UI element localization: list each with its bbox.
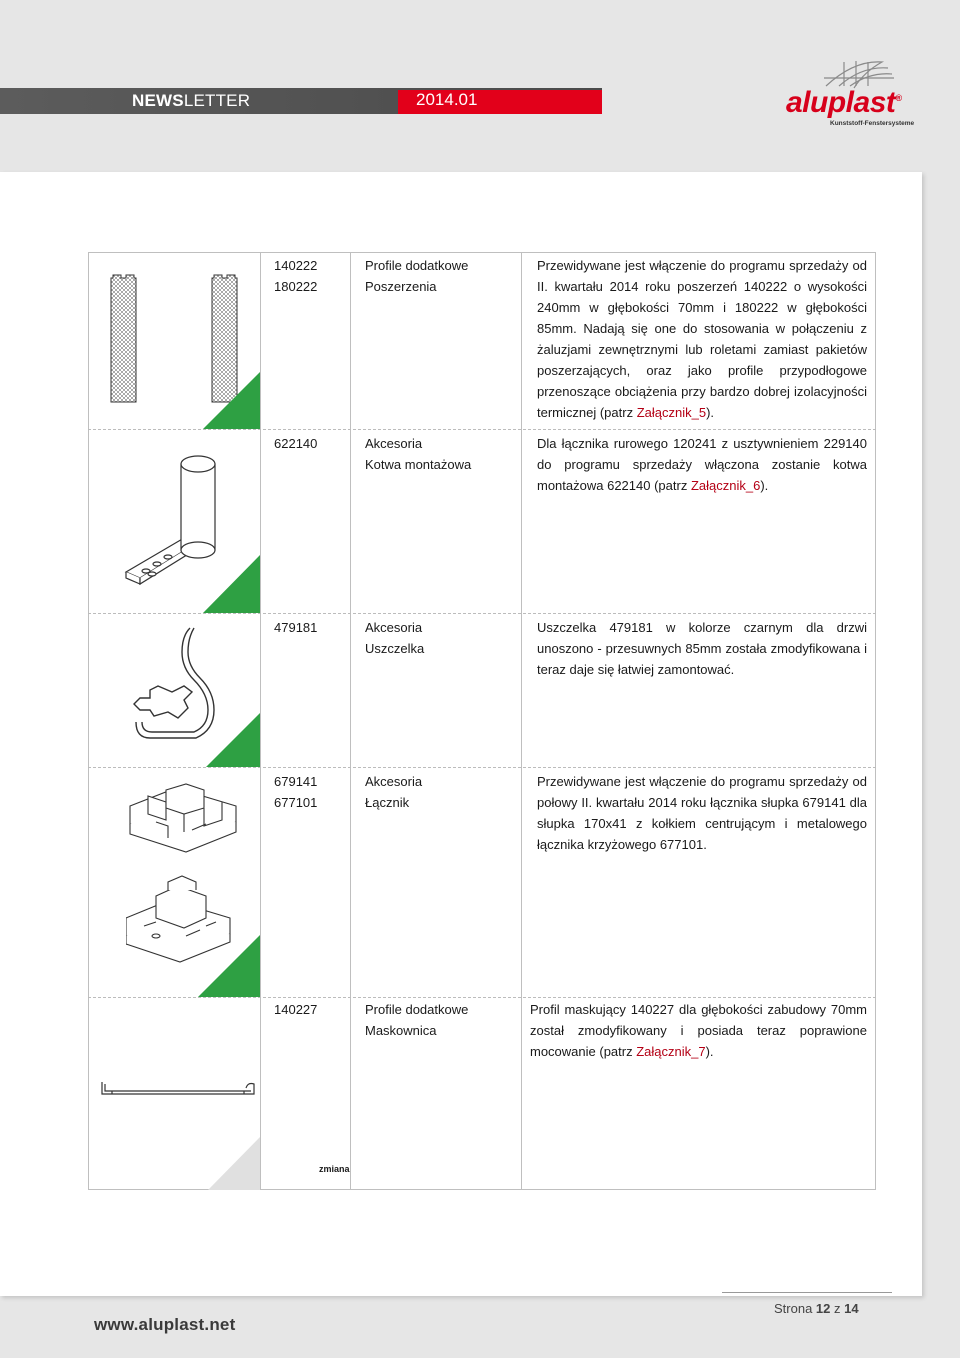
newsletter-title: NEWSLETTER: [132, 91, 251, 110]
neu-badge-label: NEU: [316, 597, 336, 607]
zmiana-badge-label: zmiana: [319, 1164, 350, 1174]
attachment-link[interactable]: Załącznik_7: [636, 1044, 706, 1059]
newsletter-date: 2014.01: [416, 90, 478, 109]
product-category: Profile dodatkowe: [365, 258, 469, 273]
attachment-link[interactable]: Załącznik_5: [636, 405, 707, 420]
product-description: Przewidywane jest włączenie do programu sprzedaży od II. kwartału 2014 roku poszerzeń 140222 o wysokości 240mm w głębokości 70mm i 180222 w głębokości 85mm. Nadają się one do stosowania w połączeniu z żaluzjami zewnętrznymi lub roletami zamiast pakietów poszerzających, oraz jako profile przypodłogowe przenoszące obciążenia przy bardzo dobrej izolacyjności termicznej (patrz Załącznik_5).: [537, 258, 867, 420]
logo-subtitle: Kunststoff-Fenstersysteme: [830, 120, 915, 127]
footer-divider: [722, 1292, 892, 1293]
product-code: 479181: [274, 620, 318, 635]
product-name: Uszczelka: [365, 641, 425, 656]
product-description: Dla łącznika rurowego 120241 z usztywnieniem 229140 do programu sprzedaży włączona zostanie kotwa montażowa 622140 (patrz Załącznik_6).: [537, 436, 867, 493]
neu-badge-label: NEU: [316, 750, 336, 760]
product-name: Maskownica: [365, 1023, 437, 1038]
product-name: Poszerzenia: [365, 279, 437, 294]
product-code: 140222: [274, 258, 318, 273]
page-number: Strona 12 z 14: [774, 1301, 859, 1316]
product-category: Akcesoria: [365, 774, 423, 789]
neu-badge: [88, 767, 260, 997]
neu-badge: [88, 613, 260, 767]
product-description: Uszczelka 479181 w kolorze czarnym dla drzwi unoszono - przesuwnych 85mm została zmodyfikowana i teraz daje się łatwiej zamontować.: [537, 620, 867, 677]
neu-badge-label: NEU: [316, 410, 336, 420]
logo-wordmark: aluplast®: [786, 86, 902, 119]
website-link[interactable]: www.aluplast.net: [94, 1315, 236, 1334]
product-name: Kotwa montażowa: [365, 457, 472, 472]
product-code: 677101: [274, 795, 318, 810]
product-category: Akcesoria: [365, 436, 423, 451]
product-name: Łącznik: [365, 795, 410, 810]
neu-badge-label: NEU: [316, 978, 336, 988]
product-code: 180222: [274, 279, 318, 294]
product-category: Profile dodatkowe: [365, 1002, 469, 1017]
attachment-link[interactable]: Załącznik_6: [690, 478, 761, 493]
product-code: 679141: [274, 774, 318, 789]
product-code: 140227: [274, 1002, 318, 1017]
product-description: Profil maskujący 140227 dla głębokości zabudowy 70mm został zmodyfikowany i posiada teraz poprawione mocowanie (patrz Załącznik_7).: [530, 1002, 867, 1059]
product-category: Akcesoria: [365, 620, 423, 635]
product-code: 622140: [274, 436, 318, 451]
zmiana-badge: [88, 997, 260, 1190]
neu-badge: [88, 429, 260, 613]
product-description: Przewidywane jest włączenie do programu sprzedaży od połowy II. kwartału 2014 roku łącznika słupka 679141 dla słupka 170x41 z kołkiem centrującym i metalowego łącznika krzyżowego 677101.: [537, 774, 867, 852]
neu-badge: [88, 252, 260, 429]
product-table: [88, 252, 876, 1190]
